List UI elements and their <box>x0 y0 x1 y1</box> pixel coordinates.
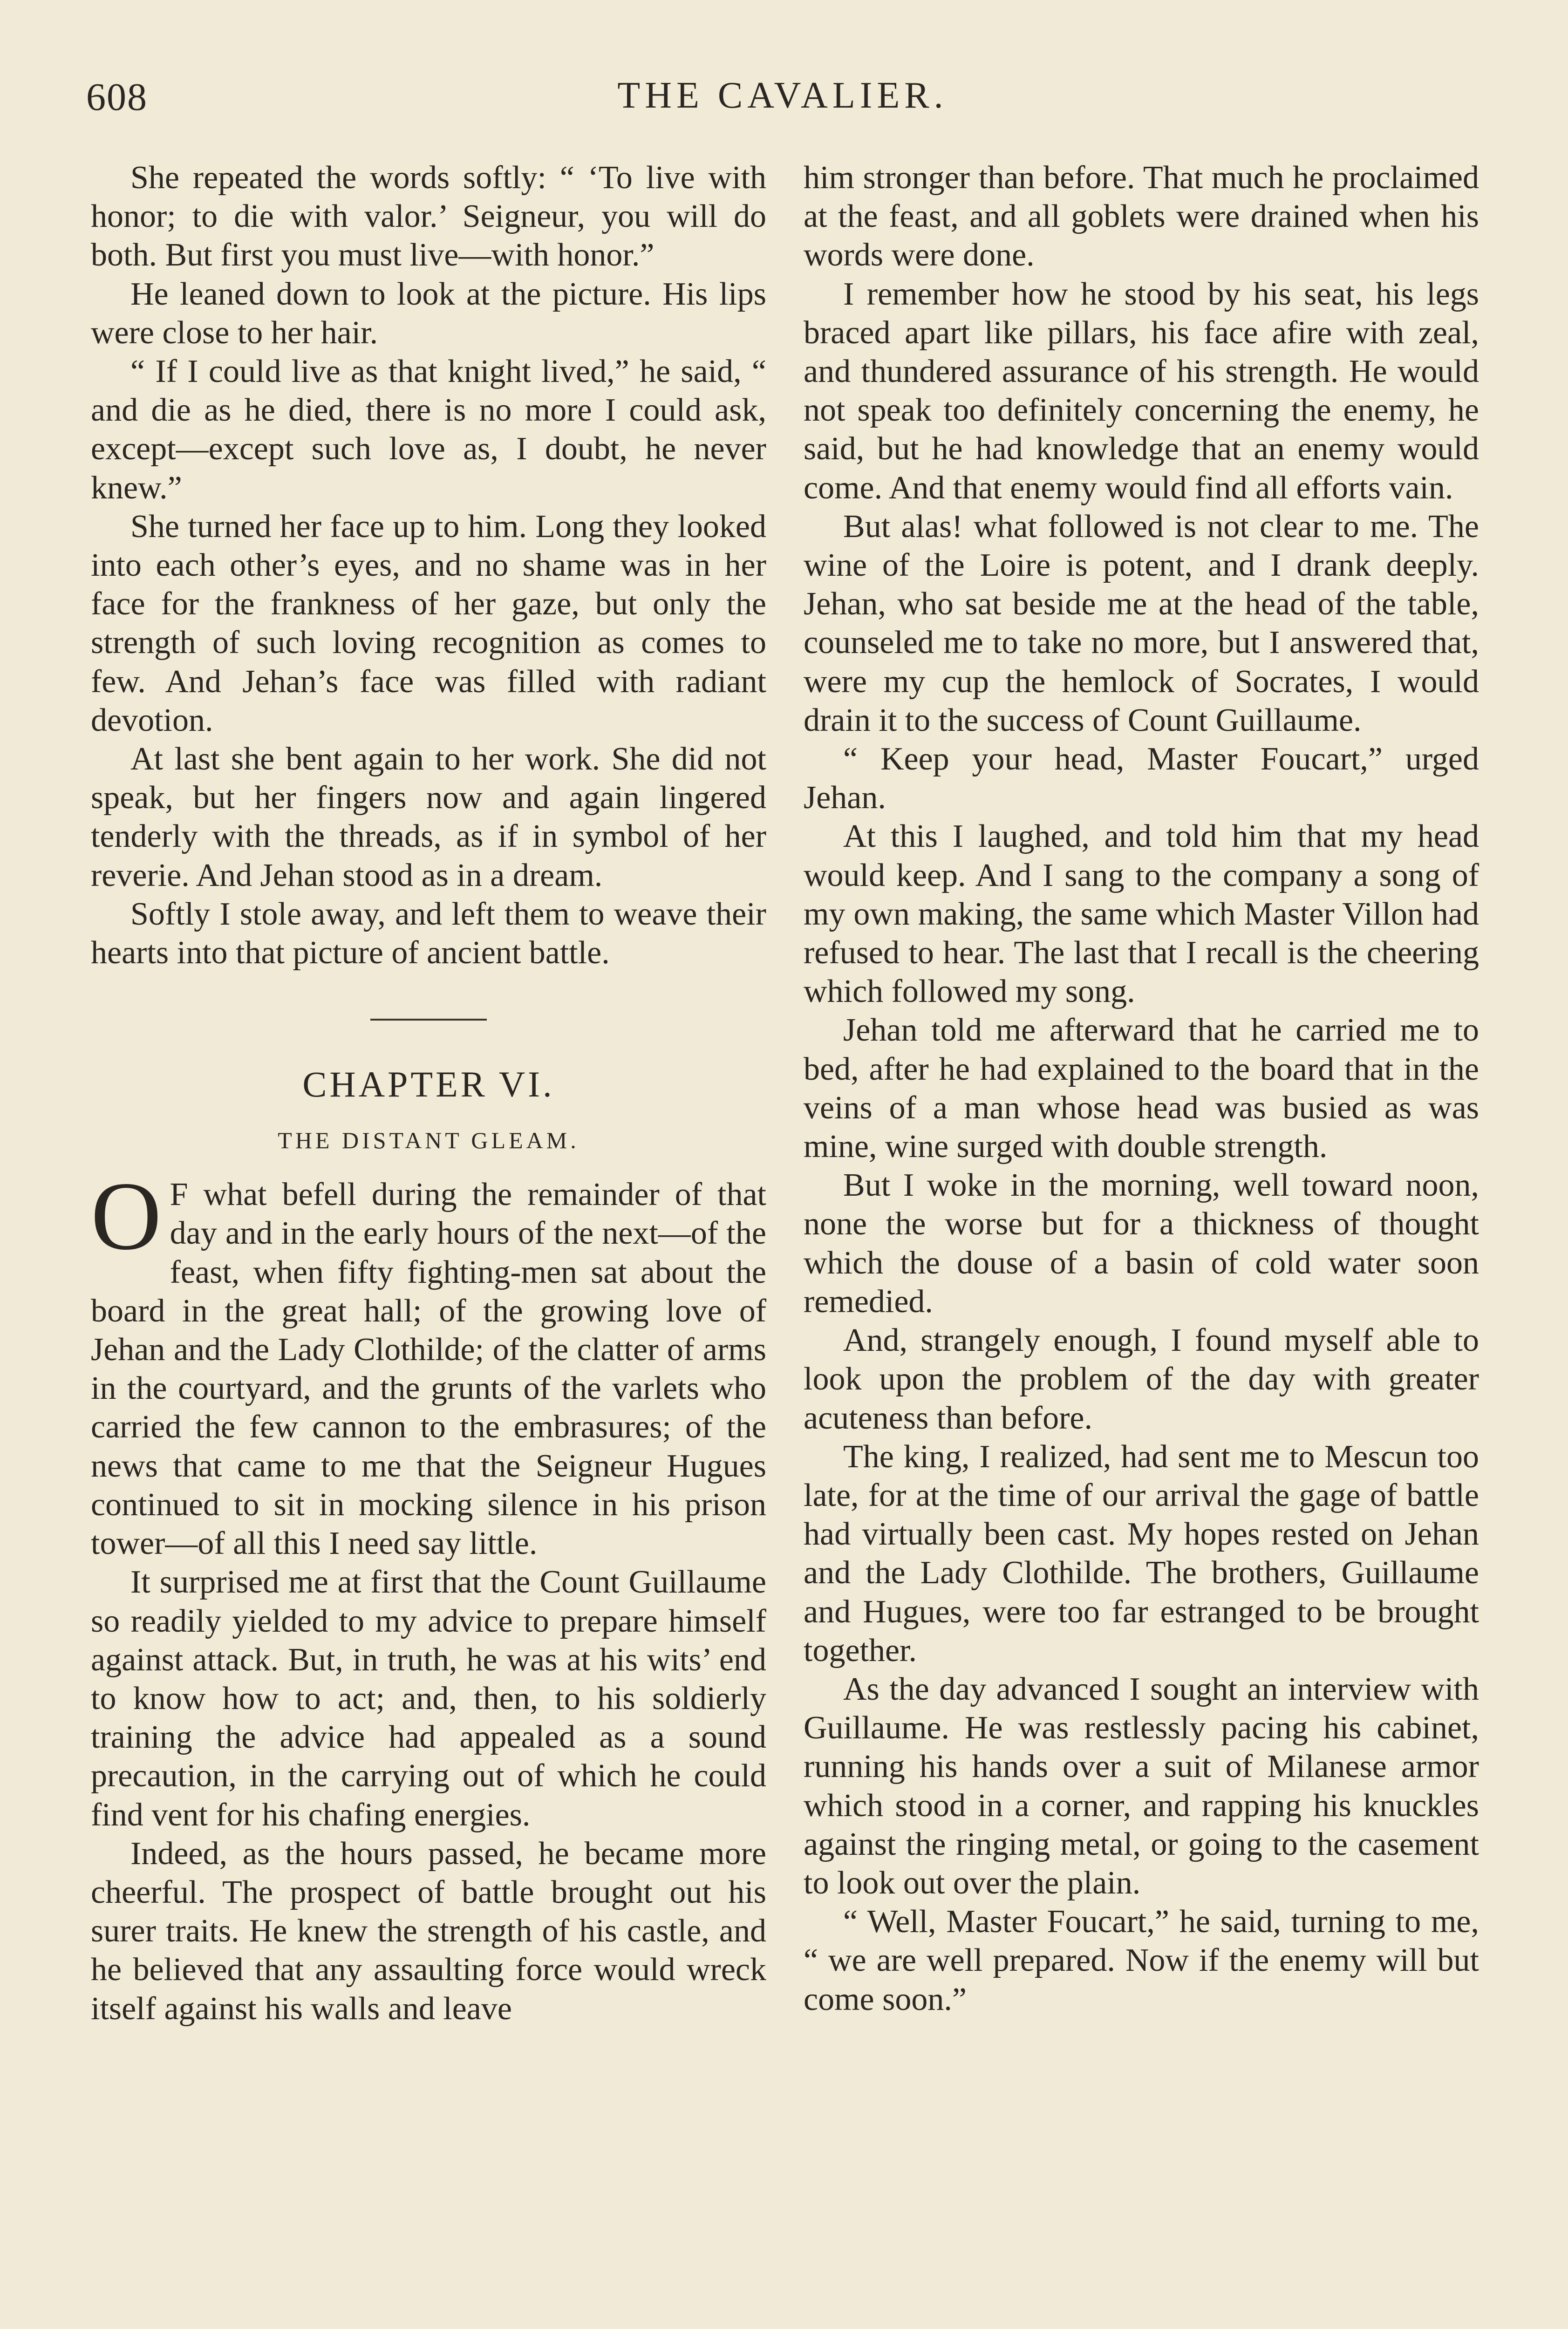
left-column <box>91 158 766 2028</box>
paragraph: But I woke in the morning, well toward noon, none the worse but for a thickness of thought which the douse of a basin of cold water soon remedied. <box>804 1167 1479 1320</box>
paragraph: “ Keep your head, Master Foucart,” urged Jehan. <box>804 741 1479 816</box>
paragraph: But alas! what followed is not clear to me. The wine of the Loire is potent, and I drank deeply. Jehan, who sat beside me at the head of the table, counseled me to take no more, but I answered that, were my cup the hemlock of Socrates, I would drain it to the success of Count Guillaume. <box>804 508 1479 738</box>
right-column <box>804 158 1479 2019</box>
chapter-title: CHAPTER VI. <box>302 1064 555 1105</box>
paragraph: “ Well, Master Foucart,” he said, turning to me, “ we are well prepared. Now if the enemy will but come soon.” <box>804 1904 1479 2017</box>
chapter-subtitle: THE DISTANT GLEAM. <box>278 1127 579 1154</box>
paragraph: The king, I realized, had sent me to Mescun too late, for at the time of our arrival the gage of battle had virtually been cast. My hopes rested on Jehan and the Lady Clothilde. The brothers, Guillaume and Hugues, were too far estranged to be brought together. <box>804 1438 1479 1668</box>
paragraph: “ If I could live as that knight lived,” he said, “ and die as he died, there is no more I could ask, except—except such love as, I doubt, he never knew.” <box>91 354 766 506</box>
running-head <box>86 70 1479 130</box>
running-title: THE CAVALIER. <box>617 75 948 116</box>
paragraph: Jehan told me afterward that he carried me to bed, after he had explained to the board that in the veins of a man whose head was busied as was mine, wine surged with double strength. <box>804 1012 1479 1165</box>
page-number: 608 <box>86 75 148 119</box>
paragraph: I remember how he stood by his seat, his legs braced apart like pillars, his face afire with zeal, and thundered assurance of his strength. He would not speak too definitely concerning the enemy, he said, but he had knowledge that an enemy would come. And that enemy would find all efforts vain. <box>804 276 1479 506</box>
paragraph: It surprised me at first that the Count Guillaume so readily yielded to my advice to prepare himself against attack. But, in truth, he was at his wits’ end to know how to act; and, then, to his soldierly training the advice had appealed as a sound precaution, in the carrying out of which he could find vent for his chafing energies. <box>91 1564 766 1833</box>
paragraph: She turned her face up to him. Long they looked into each other’s eyes, and no shame was in her face for the frankness of her gaze, but only the strength of such loving recognition as comes to few. And Jehan’s face was filled with radiant devotion. <box>91 508 766 738</box>
drop-cap: O <box>91 1162 162 1271</box>
chapter-opening-paragraph <box>91 1162 766 1563</box>
paragraph: She repeated the words softly: “ ‘To live with honor; to die with valor.’ Seigneur, you will do both. But first you must live—with honor.” <box>91 160 766 273</box>
paragraph: At this I laughed, and told him that my head would keep. And I sang to the company a song of my own making, the same which Master Villon had refused to hear. The last that I recall is the cheering which followed my song. <box>804 818 1479 1010</box>
section-divider <box>370 1019 487 1021</box>
paragraph: And, strangely enough, I found myself able to look upon the problem of the day with greater acuteness than before. <box>804 1322 1479 1436</box>
paragraph: At last she bent again to her work. She did not speak, but her fingers now and again lingered tenderly with the threads, as if in symbol of her reverie. And Jehan stood as in a dream. <box>91 741 766 893</box>
paragraph: As the day advanced I sought an interview with Guillaume. He was restlessly pacing his cabinet, running his hands over a suit of Milanese armor which stood in a corner, and rapping his knuckles against the ringing metal, or going to the casement to look out over the plain. <box>804 1671 1479 1901</box>
paragraph: Indeed, as the hours passed, he became more cheerful. The prospect of battle brought out his surer traits. He knew the strength of his castle, and he believed that any assaulting force would wreck itself against his walls and leave <box>91 1835 766 2027</box>
paragraph: He leaned down to look at the picture. His lips were close to her hair. <box>91 276 766 351</box>
paragraph: Softly I stole away, and left them to weave their hearts into that picture of ancient battle. <box>91 896 766 971</box>
opening-text: F what befell during the remainder of that day and in the early hours of the next—of the feast, when fifty fighting-men sat about the board in the great hall; of the growing love of Jehan and the Lady Clothilde; of the clatter of arms in the courtyard, and the grunts of the varlets who carried the few cannon to the embrasures; of the news that came to me that the Seigneur Hugues continued to sit in mocking silence in his prison tower—of all this I need say little. <box>91 1177 766 1562</box>
continued-paragraph: him stronger than before. That much he proclaimed at the feast, and all goblets were drained when his words were done. <box>804 160 1479 273</box>
